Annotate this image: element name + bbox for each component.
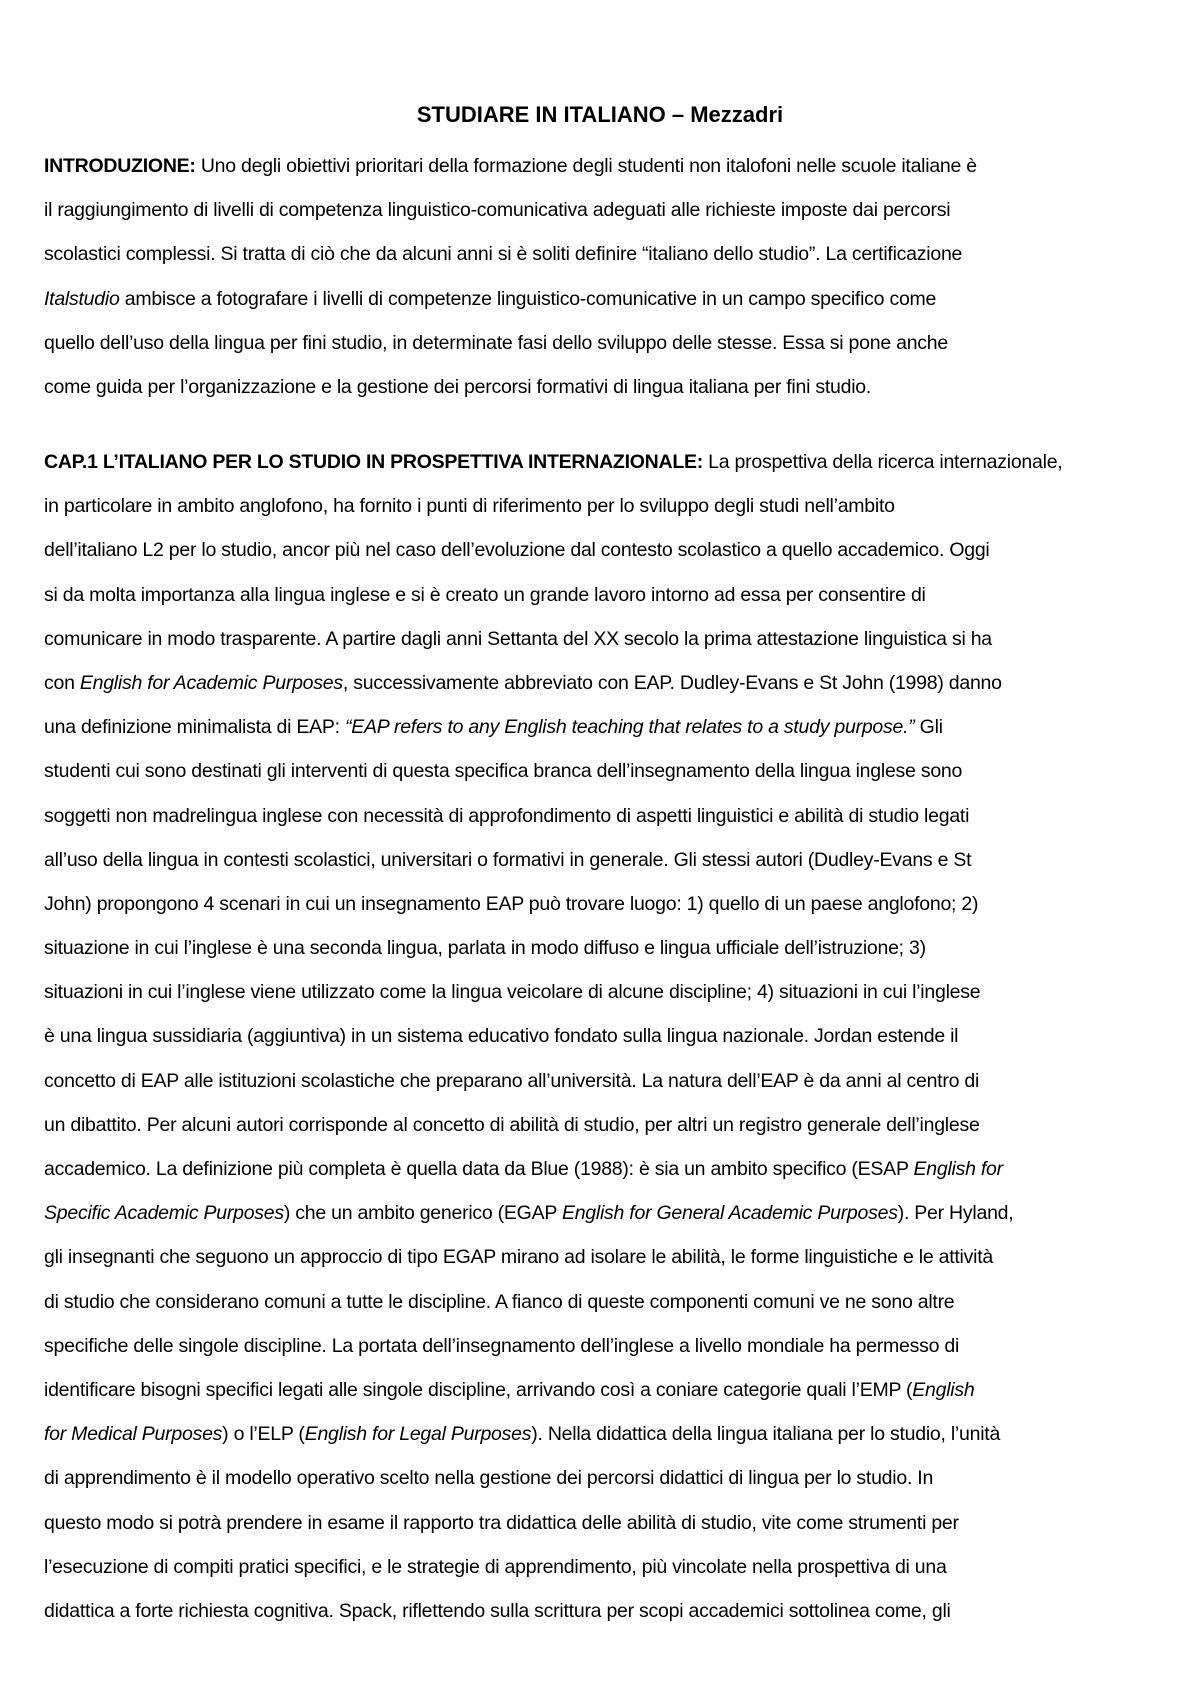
- text-segment: si da molta importanza alla lingua inglese e si è creato un grande lavoro intorno ad essa per consentire di: [44, 583, 926, 606]
- text-segment: ). Nella didattica della lingua italiana per lo studio, l’unità: [531, 1423, 1001, 1446]
- text-segment: gli insegnanti che seguono un approccio di tipo EGAP mirano ad isolare le abilità, le forme linguistiche e le attività: [44, 1246, 993, 1269]
- text-segment: all’uso della lingua in contesti scolastici, universitari o formativi in generale. Gli stessi autori (Dudley-Evans e St: [44, 848, 972, 871]
- text-line: [44, 970, 1169, 1014]
- text-line: [44, 1191, 1169, 1235]
- text-segment: il raggiungimento di livelli di competenza linguistico-comunicativa adeguati alle richieste imposte dai percorsi: [44, 199, 951, 222]
- text-line: [44, 1014, 1169, 1058]
- text-line: [44, 232, 1169, 276]
- text-line: [44, 1324, 1169, 1368]
- text-segment: studenti cui sono destinati gli interventi di questa specifica branca dell’insegnamento della lingua inglese sono: [44, 760, 963, 783]
- text-line: [44, 617, 1169, 661]
- chapter-1-paragraph: [44, 440, 1169, 1633]
- text-segment: concetto di EAP alle istituzioni scolastiche che preparano all’università. La natura dell’EAP è da anni al centro di: [44, 1069, 980, 1092]
- text-line: [44, 528, 1169, 572]
- text-line: [44, 277, 1169, 321]
- text-line: [44, 1103, 1169, 1147]
- text-line: [44, 749, 1169, 793]
- italic-text: for Medical Purposes: [44, 1423, 223, 1446]
- text-segment: scolastici complessi. Si tratta di ciò che da alcuni anni si è soliti definire “italiano dello studio”. La certificazione: [44, 243, 963, 266]
- text-line: [44, 188, 1169, 232]
- text-line: [44, 838, 1169, 882]
- text-segment: l’esecuzione di compiti pratici specifici, e le strategie di apprendimento, più vincolate nella prospettiva di una: [44, 1555, 947, 1578]
- document-title: STUDIARE IN ITALIANO – Mezzadri: [416, 102, 784, 127]
- text-segment: accademico. La definizione più completa è quella data da Blue (1988): è sia un ambito specifico (ESAP: [44, 1158, 914, 1180]
- text-segment: questo modo si potrà prendere in esame il rapporto tra didattica delle abilità di studio, vite come strumenti per: [44, 1511, 959, 1534]
- text-line: [44, 1280, 1169, 1324]
- text-line: [44, 1501, 1169, 1545]
- italic-text: English for Legal Purposes: [304, 1423, 532, 1446]
- text-line: [44, 661, 1169, 705]
- text-line: [44, 1545, 1169, 1589]
- text-segment: Gli: [914, 716, 943, 739]
- text-segment: John) propongono 4 scenari in cui un insegnamento EAP può trovare luogo: 1) quello di un paese anglofono; 2): [44, 892, 979, 915]
- text-line: [44, 1456, 1169, 1500]
- italic-text: Specific Academic Purposes: [44, 1202, 284, 1225]
- text-line: [44, 365, 1169, 409]
- introduction-paragraph: [44, 144, 1169, 409]
- text-line: [44, 1147, 1169, 1191]
- text-segment: è una lingua sussidiaria (aggiuntiva) in un sistema educativo fondato sulla lingua nazionale. Jordan estende il: [44, 1025, 959, 1048]
- text-segment: dell’italiano L2 per lo studio, ancor più nel caso dell’evoluzione dal contesto scolastico a quello accademico. Oggi: [44, 539, 990, 562]
- italic-text: English for: [913, 1158, 1003, 1180]
- text-line: [44, 440, 1169, 484]
- text-segment: La prospettiva della ricerca internazionale,: [703, 451, 1063, 473]
- text-segment: specifiche delle singole discipline. La portata dell’insegnamento dell’inglese a livello mondiale ha permesso di: [44, 1334, 960, 1357]
- text-segment: ). Per Hyland,: [897, 1202, 1014, 1225]
- italic-text: English for Academic Purposes: [79, 671, 343, 694]
- text-line: [44, 926, 1169, 970]
- text-segment: Uno degli obiettivi prioritari della formazione degli studenti non italofoni nelle scuole italiane è: [195, 155, 977, 177]
- text-line: [44, 1589, 1169, 1633]
- section-heading: CAP.1 L’ITALIANO PER LO STUDIO IN PROSPETTIVA INTERNAZIONALE:: [44, 451, 703, 473]
- text-line: [44, 882, 1169, 926]
- text-segment: una definizione minimalista di EAP:: [44, 716, 345, 739]
- text-segment: didattica a forte richiesta cognitiva. Spack, riflettendo sulla scrittura per scopi accademici sottolinea come, gli: [44, 1599, 951, 1622]
- text-segment: , successivamente abbreviato con EAP. Dudley-Evans e St John (1998) danno: [342, 671, 1002, 694]
- text-line: [44, 573, 1169, 617]
- italic-text: English: [912, 1378, 975, 1401]
- italic-text: Italstudio: [44, 287, 120, 310]
- text-segment: comunicare in modo trasparente. A partire dagli anni Settanta del XX secolo la prima attestazione linguistica si ha: [44, 627, 992, 650]
- text-segment: situazione in cui l’inglese è una seconda lingua, parlata in modo diffuso e lingua ufficiale dell’istruzione; 3): [44, 937, 926, 960]
- text-segment: situazioni in cui l’inglese viene utilizzato come la lingua veicolare di alcune discipline; 4) situazioni in cui l’inglese: [44, 981, 981, 1004]
- text-segment: identificare bisogni specifici legati alle singole discipline, arrivando così a coniare categorie quali l’EMP (: [44, 1378, 913, 1401]
- text-line: [44, 1368, 1169, 1412]
- section-heading: INTRODUZIONE:: [44, 155, 196, 177]
- text-segment: ) che un ambito generico (EGAP: [283, 1202, 562, 1225]
- text-segment: ) o l’ELP (: [222, 1423, 305, 1446]
- text-line: [44, 1059, 1169, 1103]
- text-line: [44, 144, 1169, 188]
- italic-text: English for General Academic Purposes: [561, 1202, 898, 1225]
- text-segment: con: [44, 671, 80, 694]
- text-segment: in particolare in ambito anglofono, ha fornito i punti di riferimento per lo sviluppo degli studi nell’ambito: [44, 495, 895, 518]
- text-line: [44, 705, 1169, 749]
- text-segment: un dibattito. Per alcuni autori corrisponde al concetto di abilità di studio, per altri un registro generale dell’inglese: [44, 1113, 980, 1136]
- text-line: [44, 794, 1169, 838]
- text-segment: ambisce a fotografare i livelli di competenze linguistico-comunicative in un campo specifico come: [119, 287, 937, 310]
- text-line: [44, 484, 1169, 528]
- italic-text: “EAP refers to any English teaching that relates to a study purpose.”: [345, 716, 915, 739]
- text-segment: come guida per l’organizzazione e la gestione dei percorsi formativi di lingua italiana per fini studio.: [44, 375, 872, 398]
- text-segment: soggetti non madrelingua inglese con necessità di approfondimento di aspetti linguistici e abilità di studio legati: [44, 804, 970, 827]
- text-segment: di apprendimento è il modello operativo scelto nella gestione dei percorsi didattici di lingua per lo studio. In: [44, 1467, 934, 1490]
- text-line: [44, 1235, 1169, 1279]
- text-line: [44, 321, 1169, 365]
- text-segment: quello dell’uso della lingua per fini studio, in determinate fasi dello sviluppo delle stesse. Essa si pone anche: [44, 331, 948, 354]
- text-segment: di studio che considerano comuni a tutte le discipline. A fianco di queste componenti comuni ve ne sono altre: [44, 1290, 955, 1313]
- text-line: [44, 1412, 1169, 1456]
